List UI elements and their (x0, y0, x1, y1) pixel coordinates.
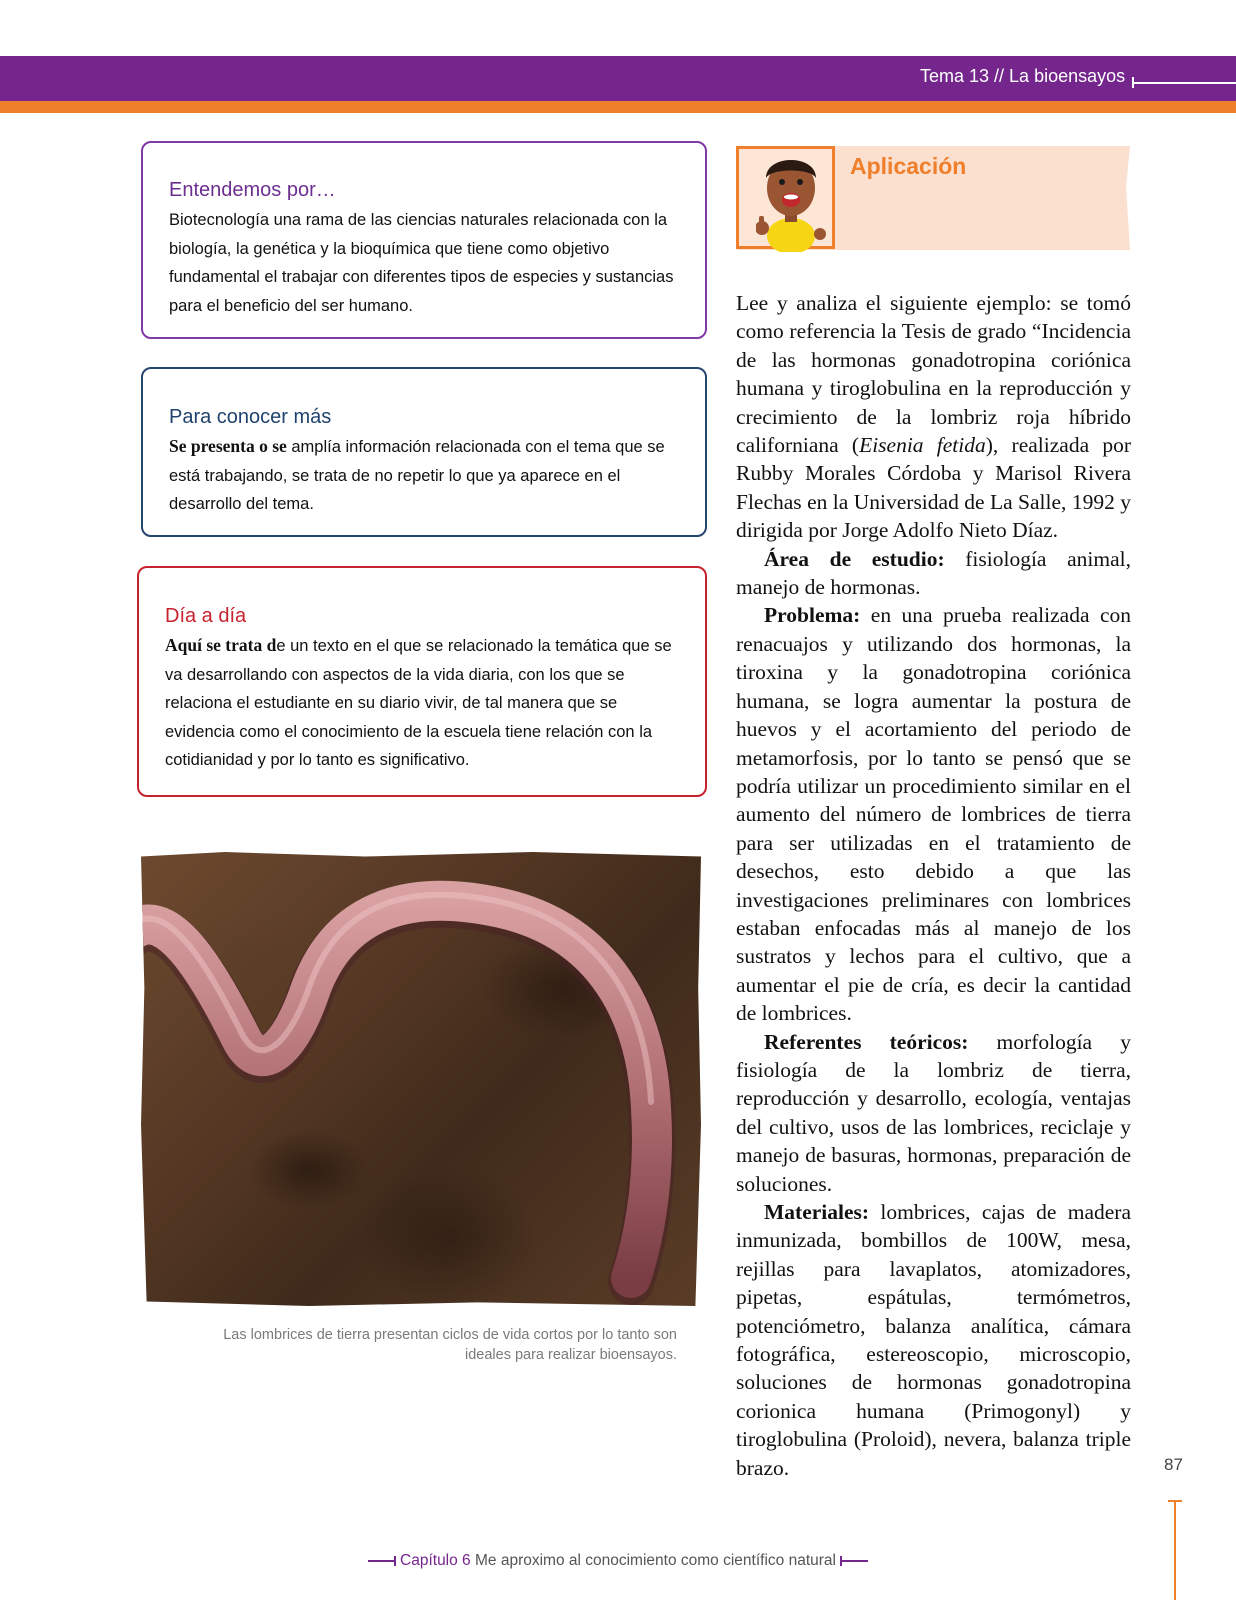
aplicacion-title: Aplicación (850, 153, 967, 179)
header-accent-stripe (0, 101, 1236, 113)
intro-paragraph (736, 289, 1131, 545)
header-rule (1132, 82, 1236, 84)
footer-chapter: Capítulo 6 (400, 1552, 471, 1569)
earthworm-photo (141, 852, 701, 1306)
area-label: Área de estudio: (764, 546, 945, 571)
application-body (736, 289, 1131, 1482)
referentes-paragraph (736, 1028, 1131, 1198)
problema-label: Problema: (764, 603, 861, 628)
dia-lead: Aquí se trata d (165, 635, 277, 655)
dia-text (165, 631, 690, 775)
child-thumbs-up-illustration (756, 148, 826, 252)
area-paragraph (736, 545, 1131, 602)
intro-text-b: ), realizada por Rubby Morales Córdoba y Marisol Rivera Flechas en la Universidad de La Salle, 1992 y dirigida por Jorge Adolfo Nieto Díaz. (736, 433, 1132, 543)
page-number: 87 (1164, 1455, 1183, 1474)
referentes-label: Referentes teóricos: (764, 1029, 969, 1054)
entendemos-title: Entendemos por… (169, 179, 336, 201)
entendemos-box (141, 141, 707, 339)
conocer-title: Para conocer más (169, 406, 332, 428)
materiales-paragraph (736, 1198, 1131, 1482)
species-name: Eisenia fetida (859, 433, 986, 458)
footer-rule-left (368, 1560, 394, 1562)
topic-title: Tema 13 // La bioensayos (920, 66, 1126, 86)
side-rule (1174, 1500, 1176, 1600)
materiales-text: lombrices, cajas de madera inmunizada, bombillos de 100W, mesa, rejillas para lavaplatos, atomizadores, pipetas, espátulas, termómetros, potenciómetro, balanza analítica, cámara fotográfica, estereoscopio, microscopio, soluciones de hormonas gonadotropina corionica humana (Primogonyl) y tiroglobulina (Proloid), nevera, balanza triple brazo. (736, 1200, 1131, 1480)
referentes-text: morfología y fisiología de la lombriz de tierra, reproducción y desarrollo, ecología, ventajas del cultivo, usos de las lombrices, reciclaje y manejo de basuras, hormonas, preparación de soluciones. (736, 1029, 1131, 1196)
chapter-footer (0, 1552, 1236, 1570)
dia-box (137, 566, 707, 797)
footer-tick-left (394, 1556, 396, 1566)
problema-paragraph (736, 601, 1131, 1027)
conocer-box (141, 367, 707, 537)
conocer-lead: Se presenta o se (169, 436, 287, 456)
entendemos-text: Biotecnología una rama de las ciencias naturales relacionada con la biología, la genética y la bioquímica que tiene como objetivo fundamental el trabajar con diferentes tipos de especies y sustancias para el beneficio del ser humano. (169, 211, 674, 315)
conocer-text (169, 432, 689, 519)
photo-caption: Las lombrices de tierra presentan ciclos de vida cortos por lo tanto son ideales para realizar bioensayos. (223, 1327, 677, 1363)
dia-title: Día a día (165, 605, 247, 627)
problema-text: en una prueba realizada con renacuajos y utilizando dos hormonas, la tiroxina y la gonadotropina coriónica humana, se logra aumentar la postura de huevos y el acortamiento del periodo de metamorfosis, por lo tanto se pensó que se podría utilizar un procedimiento similar en el aumento del número de lombrices de tierra para ser utilizadas en el tratamiento de desechos, esto debido a que las investigaciones preliminares con lombrices estaban enfocadas más al manejo de los sustratos y lechos para el cultivo, que a aumentar el pie de cría, es decir la cantidad de lombrices. (736, 603, 1131, 1026)
dia-body: e un texto en el que se relacionado la temática que se va desarrollando con aspectos de la vida diaria, con los que se relaciona el estudiante en su diario vivir, de tal manera que se evidencia como el conocimiento de la escuela tiene relación con la cotidianidad y por lo tanto es significativo. (165, 637, 672, 769)
materiales-label: Materiales: (764, 1200, 870, 1224)
intro-text-a: Lee y analiza el siguiente ejemplo: se tomó como referencia la Tesis de grado “Incidencia de las hormonas gonadotropina coriónica humana y tiroglobulina en la reproducción y crecimiento de la lombriz roja híbrido californiana ( (736, 291, 1131, 458)
footer-rule-right (842, 1560, 868, 1562)
earthworm-illustration (141, 852, 701, 1306)
footer-chapter-title: Me aproximo al conocimiento como científico natural (470, 1552, 836, 1569)
conocer-body: amplía información relacionada con el tema que se está trabajando, se trata de no repetir lo que ya aparece en el desarrollo del tema. (169, 438, 665, 513)
area-text: fisiología animal, manejo de hormonas. (736, 546, 1131, 600)
